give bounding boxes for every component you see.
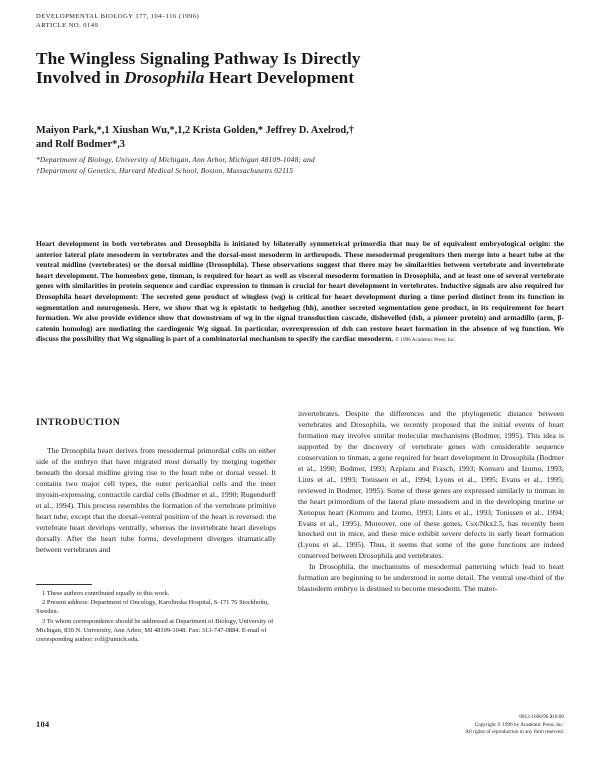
intro-paragraph-1: The Drosophila heart derives from mesodermal primordial cells on either side of the embryo that have migrated most dorsally by merging together beneath the dorsal midline giving rise to the heart tube or dorsal vessel. It contains two major cell types, the outer pericardial cells and the inner myosin-expressing, contractile cardial cells (Bodmer et al., 1990; Rugendorff et al., 1994). This process resembles the formation of the vertebrate primitive heart tube, except that the dorsal–ventral position of the heart is reversed: the vertebrate heart develops ventrally, whereas the invertebrate heart develops dorsally. After the heart tube forms, development diverges dramatically between vertebrates and <box>36 446 276 554</box>
footnote-3: 3 To whom correspondence should be addressed at Department of Biology, University of Michigan, 830 N. University, Ann Arbor, MI 48109-1048. Fax: 313-747-0884. E-mail of corresponding author: rolf@umich.edu. <box>36 617 274 644</box>
affiliations <box>36 155 576 176</box>
intro-paragraph-2: invertebrates. Despite the differences and the phylogenetic distance between vertebrates and Drosophila, we recently proposed that the initial events of heart formation may involve similar molecular mechanisms (Bodmer, 1995). This idea is supported by the discovery of vertebrate genes with considerable sequence conservation to tinman, a gene required for heart development in Drosophila (Bodmer et al., 1990; Bodmer, 1993; Azpiazu and Frasch, 1993; Komuro and Izumo, 1993; Lints et al., 1993; Tonissen et al., 1994; Lyons et al., 1995; Evans et al., 1995; reviewed in Bodmer, 1995). Some of these genes are expressed similarly to tinman in the heart primordium of the lateral plate mesoderm and in the developing murine or Xenopus heart (Komuro and Izumo, 1993; Lints et al., 1993; Tonissen et al., 1994; Evans et al., 1995). Moreover, one of these genes, Csx/Nkx2.5, has recently been knocked out in mice, and these mice exhibit severe defects in early heart formation (Lyons et al., 1995). Thus, it seems that some of the gene functions are indeed conserved between Drosophila and vertebrates. <box>298 409 564 561</box>
author-list <box>36 124 576 151</box>
footnotes <box>36 589 276 644</box>
journal-line: DEVELOPMENTAL BIOLOGY 177, 104–116 (1996) <box>36 13 200 20</box>
footnote-2: 2 Present address: Department of Oncology, Karolinska Hospital, S-171 76 Stockholm, Sweden. <box>36 599 269 616</box>
footnote-1: 1 These authors contributed equally to this work. <box>42 590 170 597</box>
footnote-divider <box>36 584 92 585</box>
title-genus: Drosophila <box>124 68 205 88</box>
rights-reserved: All rights of reproduction in any form reserved. <box>465 729 564 736</box>
issn-price: 0012-1606/96 $18.00 <box>519 714 564 720</box>
abstract-text: Heart development in both vertebrates and Drosophila is initiated by bilaterally symmetrical primordia that may be of equivalent embryological origin: the anterior lateral plate mesoderm in vertebrates and the dorsal-most mesoderm in arthropods. These mesodermal progenitors then merge into a heart tube at the ventral midline (vertebrates) or the dorsal midline (Drosophila). These observations suggest that there may be similarities between vertebrate and invertebrate heart development. The homeobox gene, tinman, is required for heart as well as visceral mesoderm formation in Drosophila, and at least one of several vertebrate genes with similarities in protein sequence and cardiac expression to tinman is crucial for heart development in vertebrates. Inductive signals are also required for Drosophila heart development: The secreted gene product of wingless (wg) is critical for heart development during a time period distinct from its function in segmentation and neurogenesis. Here, we show that wg is epistatic to hedgehog (hh), another secreted segmentation gene product, in its requirement for heart formation. We also provide evidence show that downstream of wg in the signal transduction cascade, dishevelled (dsh, a pioneer protein) and armadillo (arm, β-catenin homolog) are mediating the cardiogenic Wg signal. In particular, overexpression of dsh can restore heart formation in the absence of wg function. We discuss the possibility that Wg signaling is part of a combinatorial mechanism to specify the cardiac mesoderm. <box>36 239 564 344</box>
left-column <box>36 446 276 556</box>
copyright-line: Copyright © 1996 by Academic Press, Inc. <box>474 721 564 728</box>
title-line-1: The Wingless Signaling Pathway Is Directly <box>36 49 361 68</box>
right-column <box>298 409 564 595</box>
article-number: ARTICLE NO. 0149 <box>36 21 99 29</box>
affiliation-2: †Department of Genetics, Harvard Medical School, Boston, Massachusetts 02115 <box>36 165 294 175</box>
title-line-2: Involved in Drosophila Heart Development <box>36 68 355 88</box>
authors-line-2: and Rolf Bodmer*,3 <box>36 138 125 150</box>
running-header <box>36 13 199 30</box>
intro-paragraph-3: In Drosophila, the mechanisms of mesodermal patterning which lead to heart formation are beginning to be understood in some detail. The ventral one-third of the blastoderm embryo is destined to become mesoderm. The mater- <box>298 562 564 594</box>
abstract <box>36 239 564 346</box>
article-title <box>36 49 576 88</box>
rights-notice <box>380 714 564 737</box>
page-number: 104 <box>36 720 50 729</box>
authors-line-1: Maiyon Park,*,1 Xiushan Wu,*,1,2 Krista Golden,* Jeffrey D. Axelrod,† <box>36 125 354 136</box>
section-heading-introduction: INTRODUCTION <box>36 417 121 428</box>
affiliation-1: *Department of Biology, University of Michigan, Ann Arbor, Michigan 48109-1048; and <box>36 155 315 164</box>
abstract-copyright: © 1996 Academic Press, Inc. <box>395 337 456 344</box>
